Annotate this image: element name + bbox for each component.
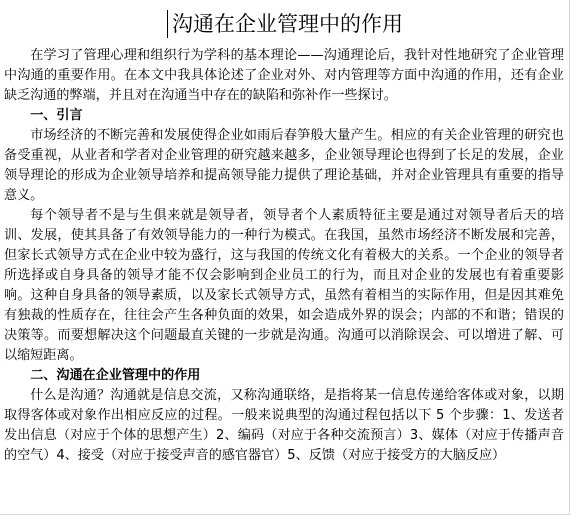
section-heading-introduction: 一、引言 <box>30 108 83 123</box>
document-body <box>4 46 564 466</box>
title-area <box>0 10 570 38</box>
intro-paragraph: 在学习了管理心理和组织行为学科的基本理论——沟通理论后，我针对性地研究了企业管理中沟通的重要作用。在本文中我具体论述了企业对外、对内管理等方面中沟通的作用，还有企业缺乏沟通的弊端，并且对在沟通当中存在的缺陷和弥补作一些探讨。 <box>4 48 564 103</box>
section1-paragraph-1: 市场经济的不断完善和发展使得企业如雨后春笋般大量产生。相应的有关企业管理的研究也备受重视，从业者和学者对企业管理的研究越来越多，企业领导理论也得到了长足的发展，企业领导理论的形成为企业领导培养和提高领导能力提供了理论基础，并对企业管理具有重要的指导意义。 <box>4 128 564 203</box>
section-heading-communication-role: 二、沟通在企业管理中的作用 <box>30 368 201 383</box>
section1-paragraph-2: 每个领导者不是与生俱来就是领导者，领导者个人素质特征主要是通过对领导者后天的培训、发展，使其具备了有效领导能力的一种行为模式。在我国，虽然市场经济不断发展和完善，但家长式领导方式在企业中较为盛行，这与我国的传统文化有着极大的关系。一个企业的领导者所选择或自身具备的领导才能不仅会影响到企业员工的行为，而且对企业的发展也有着重要影响。这种自身具备的领导素质，以及家长式领导方式，虽然有着相当的实际作用，但是因其难免有独裁的性质存在，往往会产生各种负面的效果，如会造成外界的误会；内部的不和谐；错误的决策等。而要想解决这个问题最直关键的一步就是沟通。沟通可以消除误会、可以增进了解、可以缩短距离。 <box>4 208 564 363</box>
section2-paragraph-1: 什么是沟通？沟通就是信息交流，又称沟通联络，是指将某一信息传递给客体或对象，以期取得客体或对象作出相应反应的过程。一般来说典型的沟通过程包括以下 5 个步骤：1、发送者发出信息（对应于个体的思想产生）2、编码（对应于各种交流预言）3、媒体（对应于传播声音的空气）4、接受（对应于接受声音的感官器官）5、反馈（对应于接受方的大脑反应） <box>4 388 564 463</box>
document-title[interactable]: 沟通在企业管理中的作用 <box>167 10 403 38</box>
